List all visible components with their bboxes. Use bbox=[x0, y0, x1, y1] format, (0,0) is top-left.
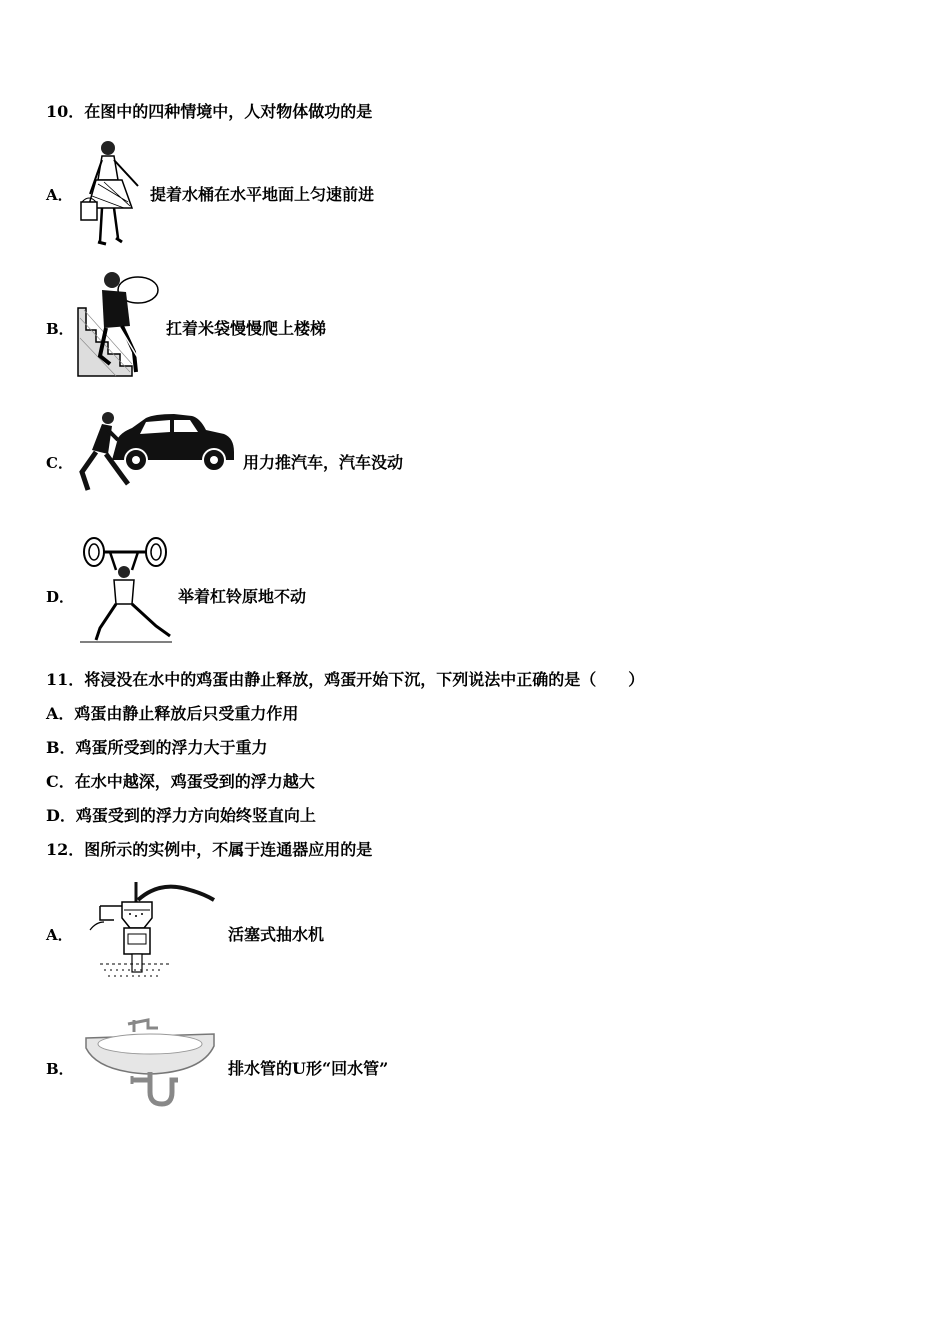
man-carrying-sack-stairs-icon bbox=[76, 268, 162, 380]
q10-option-b-label: B． bbox=[46, 320, 74, 338]
q10-option-c-text: 用力推汽车，汽车没动 bbox=[243, 453, 404, 472]
q11-option-a-label: A． bbox=[46, 704, 75, 723]
q11-option-a bbox=[46, 704, 298, 724]
question-11-stem: 11．将浸没在水中的鸡蛋由静止释放，鸡蛋开始下沉，下列说法中正确的是（ ） bbox=[46, 670, 645, 689]
q12-option-b-label: B． bbox=[46, 1060, 74, 1078]
sink-u-trap-icon bbox=[84, 1016, 218, 1112]
q10-option-a-label: A． bbox=[46, 186, 73, 204]
q11-option-d bbox=[46, 806, 316, 826]
q12-option-a-label: A． bbox=[46, 926, 73, 944]
q10-option-b-text: 扛着米袋慢慢爬上楼梯 bbox=[166, 319, 327, 338]
q11-option-c-text: 在水中越深，鸡蛋受到的浮力越大 bbox=[74, 772, 315, 791]
q10-option-d-text: 举着杠铃原地不动 bbox=[178, 587, 307, 606]
q10-option-c-label: C． bbox=[46, 454, 73, 472]
question-12-stem: 12．图所示的实例中，不属于连通器应用的是 bbox=[46, 840, 373, 859]
q12-option-a-text: 活塞式抽水机 bbox=[228, 925, 325, 944]
question-10-stem: 10．在图中的四种情境中，人对物体做功的是 bbox=[46, 102, 373, 121]
q10-option-a-text: 提着水桶在水平地面上匀速前进 bbox=[150, 185, 375, 204]
q11-option-c bbox=[46, 772, 315, 792]
q11-option-b-text: 鸡蛋所受到的浮力大于重力 bbox=[75, 738, 268, 757]
q10-option-d-label: D． bbox=[46, 588, 75, 606]
q11-option-c-label: C． bbox=[46, 772, 75, 791]
man-pushing-car-icon bbox=[78, 410, 238, 494]
q11-option-b-label: B． bbox=[46, 738, 76, 757]
q11-option-b bbox=[46, 738, 268, 758]
q11-option-a-text: 鸡蛋由静止释放后只受重力作用 bbox=[74, 704, 299, 723]
q12-option-b-text: 排水管的U形“回水管” bbox=[228, 1059, 389, 1078]
piston-pump-icon bbox=[80, 876, 220, 980]
woman-carrying-bucket-icon bbox=[78, 138, 146, 248]
q11-option-d-text: 鸡蛋受到的浮力方向始终竖直向上 bbox=[75, 806, 316, 825]
q11-option-d-label: D． bbox=[46, 806, 76, 825]
weightlifter-icon bbox=[76, 536, 176, 646]
